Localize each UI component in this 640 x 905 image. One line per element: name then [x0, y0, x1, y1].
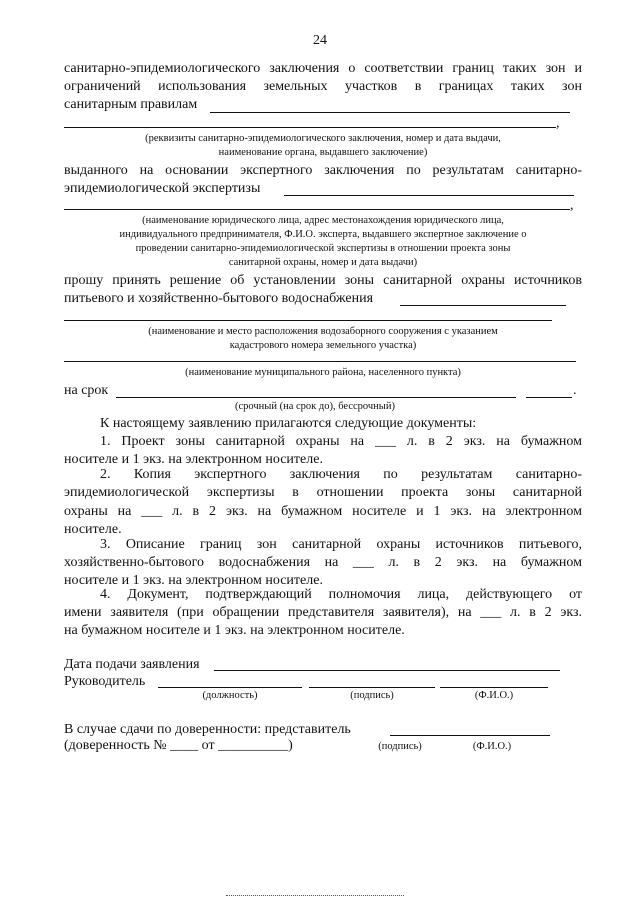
item-2-line-1: 2. Копия экспертного заключения по результатам санитарно-: [100, 467, 582, 482]
caption-expert-line-4: санитарной охраны, номер и дата выдачи): [228, 257, 418, 268]
item-4-line-1: 4. Документ, подтверждающий полномочия лица, действующего от: [100, 587, 582, 602]
item-1-line-1: 1. Проект зоны санитарной охраны на ___ л. в 2 экз. на бумажном: [100, 434, 582, 449]
caption-signature: (подпись): [350, 690, 394, 701]
item-4-line-2: имени заявителя (при обращении представителя заявителя), на ___ л. в 2 экз.: [64, 605, 582, 620]
field-line-signature[interactable]: [309, 687, 435, 688]
item-3-line-2: хозяйственно-бытового водоснабжения на ___ л. в 2 экз. на бумажном: [64, 555, 582, 570]
field-line-position[interactable]: [158, 687, 302, 688]
field-line-municipality[interactable]: [64, 361, 576, 362]
item-2-line-2: эпидемиологической экспертизы в отношении проекта зоны санитарной: [64, 485, 582, 500]
proxy-line-1: В случае сдачи по доверенности: представитель: [64, 722, 351, 737]
caption-intake-line-2: кадастрового номера земельного участка): [229, 340, 417, 351]
caption-conclusion-line-2: наименование органа, выдавшего заключение): [218, 147, 428, 158]
item-2-line-3: охраны на ___ л. в 2 экз. на бумажном носителе и 1 экз. на электронном: [64, 504, 582, 519]
field-line-date[interactable]: [214, 670, 560, 671]
paragraph-2-line-2: эпидемиологической экспертизы: [64, 181, 261, 196]
field-line-expertise[interactable]: [284, 195, 574, 196]
field-line-expert-org[interactable]: [64, 209, 570, 210]
comma: ,: [556, 116, 560, 131]
item-3-line-3: носителе и 1 экз. на электронном носителе.: [64, 573, 323, 588]
field-line-water-supply[interactable]: [400, 305, 566, 306]
caption-municipality: (наименование муниципального района, населенного пункта): [185, 367, 461, 378]
paragraph-2-line-1: выданного на основании экспертного заключения по результатам санитарно-: [64, 163, 582, 178]
field-line-term-end[interactable]: [526, 397, 572, 398]
caption-expert-line-3: проведении санитарно-эпидемиологической экспертизы в отношении проекта зоны: [135, 243, 511, 254]
paragraph-3-line-1: прошу принять решение об установлении зоны санитарной охраны источников: [64, 273, 582, 288]
date-label: Дата подачи заявления: [64, 657, 200, 672]
paragraph-3-line-2: питьевого и хозяйственно-бытового водоснабжения: [64, 291, 374, 306]
field-line-conclusion-details[interactable]: [64, 127, 556, 128]
caption-proxy-signature: (подпись): [378, 741, 422, 752]
caption-intake-line-1: (наименование и место расположения водозаборного сооружения с указанием: [148, 326, 498, 337]
attachments-intro: К настоящему заявлению прилагаются следующие документы:: [100, 416, 477, 431]
caption-fio: (Ф.И.О.): [474, 690, 514, 701]
page-number: 24: [313, 33, 327, 48]
field-line-representative[interactable]: [390, 735, 550, 736]
term-label: на срок: [64, 383, 109, 398]
caption-conclusion-line-1: (реквизиты санитарно-эпидемиологического заключения, номер и дата выдачи,: [145, 133, 501, 144]
caption-position: (должность): [202, 690, 258, 701]
paragraph-1-line-3: санитарным правилам: [64, 97, 198, 112]
item-2-line-4: носителе.: [64, 522, 122, 537]
field-line-intake-facility[interactable]: [64, 320, 552, 321]
field-line-fio[interactable]: [440, 687, 548, 688]
item-3-line-1: 3. Описание границ зон санитарной охраны источников питьевого,: [100, 537, 582, 552]
caption-expert-line-2: индивидуального предпринимателя, Ф.И.О. эксперта, выдавшего экспертное заключение о: [119, 229, 527, 240]
item-4-line-3: на бумажном носителе и 1 экз. на электронном носителе.: [64, 623, 405, 638]
period: .: [573, 383, 577, 398]
head-label: Руководитель: [64, 674, 146, 689]
paragraph-1-line-1: санитарно-эпидемиологического заключения о соответствии границ таких зон и: [64, 61, 582, 76]
caption-proxy-fio: (Ф.И.О.): [472, 741, 512, 752]
comma: ,: [570, 198, 574, 213]
paragraph-1-line-2: ограничений использования земельных участков в границах таких зон: [64, 79, 582, 94]
field-line-term[interactable]: [116, 397, 516, 398]
item-1-line-2: носителе и 1 экз. на электронном носителе.: [64, 452, 323, 467]
caption-expert-line-1: (наименование юридического лица, адрес местонахождения юридического лица,: [142, 215, 504, 226]
caption-term: (срочный (на срок до), бессрочный): [235, 401, 395, 412]
field-line-sanitary-rules[interactable]: [210, 112, 570, 113]
footer-rule: [226, 895, 404, 896]
proxy-line-2: (доверенность № ____ от __________): [64, 738, 293, 753]
